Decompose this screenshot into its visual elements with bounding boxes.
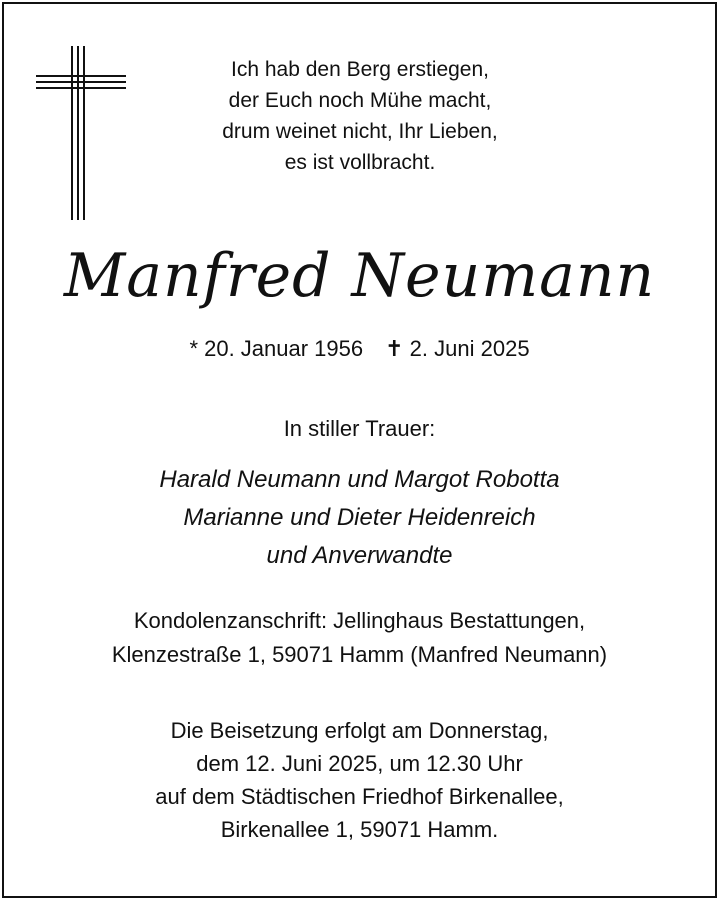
funeral-line: Birkenallee 1, 59071 Hamm. <box>220 817 499 842</box>
mourner-line: und Anverwandte <box>266 542 453 569</box>
life-dates <box>0 334 719 364</box>
mourners-list <box>0 461 719 575</box>
poem-line: der Euch noch Mühe macht, <box>228 89 492 112</box>
condolence-line: Kondolenzanschrift: Jellinghaus Bestattungen, <box>133 608 586 633</box>
mourner-line: Harald Neumann und Margot Robotta <box>159 466 560 493</box>
death-date: ✝ 2. Juni 2025 <box>385 336 530 361</box>
funeral-info <box>0 714 719 846</box>
cross-icon <box>36 46 128 222</box>
deceased-name: Manfred Neumann <box>63 241 656 311</box>
funeral-line: auf dem Städtischen Friedhof Birkenallee, <box>155 784 564 809</box>
condolence-line: Klenzestraße 1, 59071 Hamm (Manfred Neumann) <box>111 642 608 667</box>
funeral-line: dem 12. Juni 2025, um 12.30 Uhr <box>196 751 523 776</box>
mourning-label: In stiller Trauer: <box>283 416 436 441</box>
poem-line: Ich hab den Berg erstiegen, <box>230 58 489 81</box>
condolence-address <box>0 604 719 672</box>
poem-line: es ist vollbracht. <box>284 151 436 174</box>
funeral-line: Die Beisetzung erfolgt am Donnerstag, <box>170 718 549 743</box>
birth-date: * 20. Januar 1956 <box>189 336 364 361</box>
poem-line: drum weinet nicht, Ihr Lieben, <box>222 120 498 143</box>
mourner-line: Marianne und Dieter Heidenreich <box>183 504 536 531</box>
poem-verse <box>180 54 540 178</box>
